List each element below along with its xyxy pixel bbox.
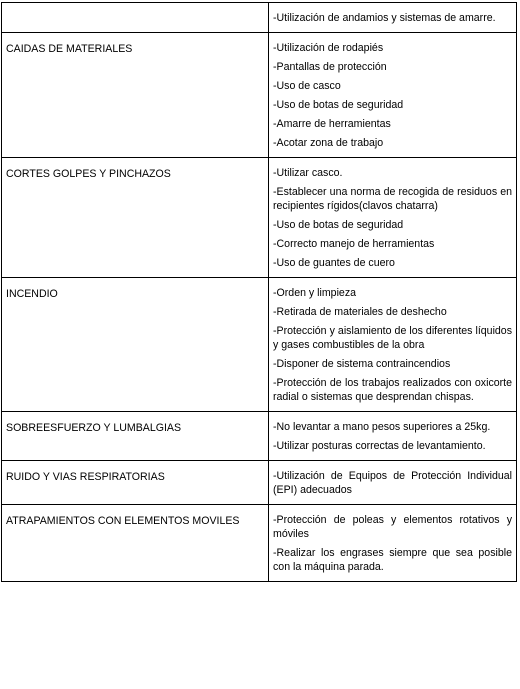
measure-item: -Protección de poleas y elementos rotativos y móviles (273, 514, 512, 540)
measures-cell (269, 158, 517, 278)
table-row (2, 33, 517, 158)
risk-cell: ATRAPAMIENTOS CON ELEMENTOS MOVILES (2, 505, 269, 582)
table-row (2, 461, 517, 505)
measure-item: -Disponer de sistema contraincendios (273, 358, 451, 370)
measures-cell (269, 461, 517, 505)
table-row (2, 158, 517, 278)
measures-cell (269, 33, 517, 158)
table-row (2, 412, 517, 461)
measure-item: -Utilización de rodapiés (273, 42, 384, 54)
measures-cell (269, 278, 517, 412)
risk-cell: CORTES GOLPES Y PINCHAZOS (2, 158, 269, 278)
measure-item: -Utilización de andamios y sistemas de amarre. (273, 12, 496, 24)
risk-cell: RUIDO Y VIAS RESPIRATORIAS (2, 461, 269, 505)
measure-item: -Protección de los trabajos realizados con oxicorte radial o sistemas que desprendan chispas. (273, 377, 512, 403)
measure-item: -Uso de casco (273, 80, 341, 92)
measure-item: -Utilización de Equipos de Protección Individual (EPI) adecuados (273, 470, 512, 496)
measures-cell (269, 3, 517, 33)
measure-item: -Orden y limpieza (273, 287, 357, 299)
risk-measures-table (1, 2, 517, 582)
measure-item: -Utilizar posturas correctas de levantamiento. (273, 440, 486, 452)
measure-item: -Acotar zona de trabajo (273, 137, 384, 149)
measure-item: -Amarre de herramientas (273, 118, 391, 130)
risk-cell (2, 3, 269, 33)
table-row (2, 505, 517, 582)
measure-item: -Pantallas de protección (273, 61, 387, 73)
measure-item: -Realizar los engrases siempre que sea posible con la máquina parada. (273, 547, 512, 573)
measure-item: -Protección y aislamiento de los diferentes líquidos y gases combustibles de la obra (273, 325, 512, 351)
measure-item: -Uso de botas de seguridad (273, 99, 404, 111)
measure-item: -Retirada de materiales de deshecho (273, 306, 447, 318)
measure-item: -No levantar a mano pesos superiores a 25kg. (273, 421, 491, 433)
risk-cell: SOBREESFUERZO Y LUMBALGIAS (2, 412, 269, 461)
risk-cell: CAIDAS DE MATERIALES (2, 33, 269, 158)
measure-item: -Uso de botas de seguridad (273, 219, 404, 231)
measure-item: -Utilizar casco. (273, 167, 343, 179)
measures-cell (269, 412, 517, 461)
measure-item: -Correcto manejo de herramientas (273, 238, 435, 250)
risk-cell: INCENDIO (2, 278, 269, 412)
measure-item: -Establecer una norma de recogida de residuos en recipientes rígidos(clavos chatarra) (273, 186, 512, 212)
table-row (2, 278, 517, 412)
measures-cell (269, 505, 517, 582)
table-row (2, 3, 517, 33)
measure-item: -Uso de guantes de cuero (273, 257, 395, 269)
